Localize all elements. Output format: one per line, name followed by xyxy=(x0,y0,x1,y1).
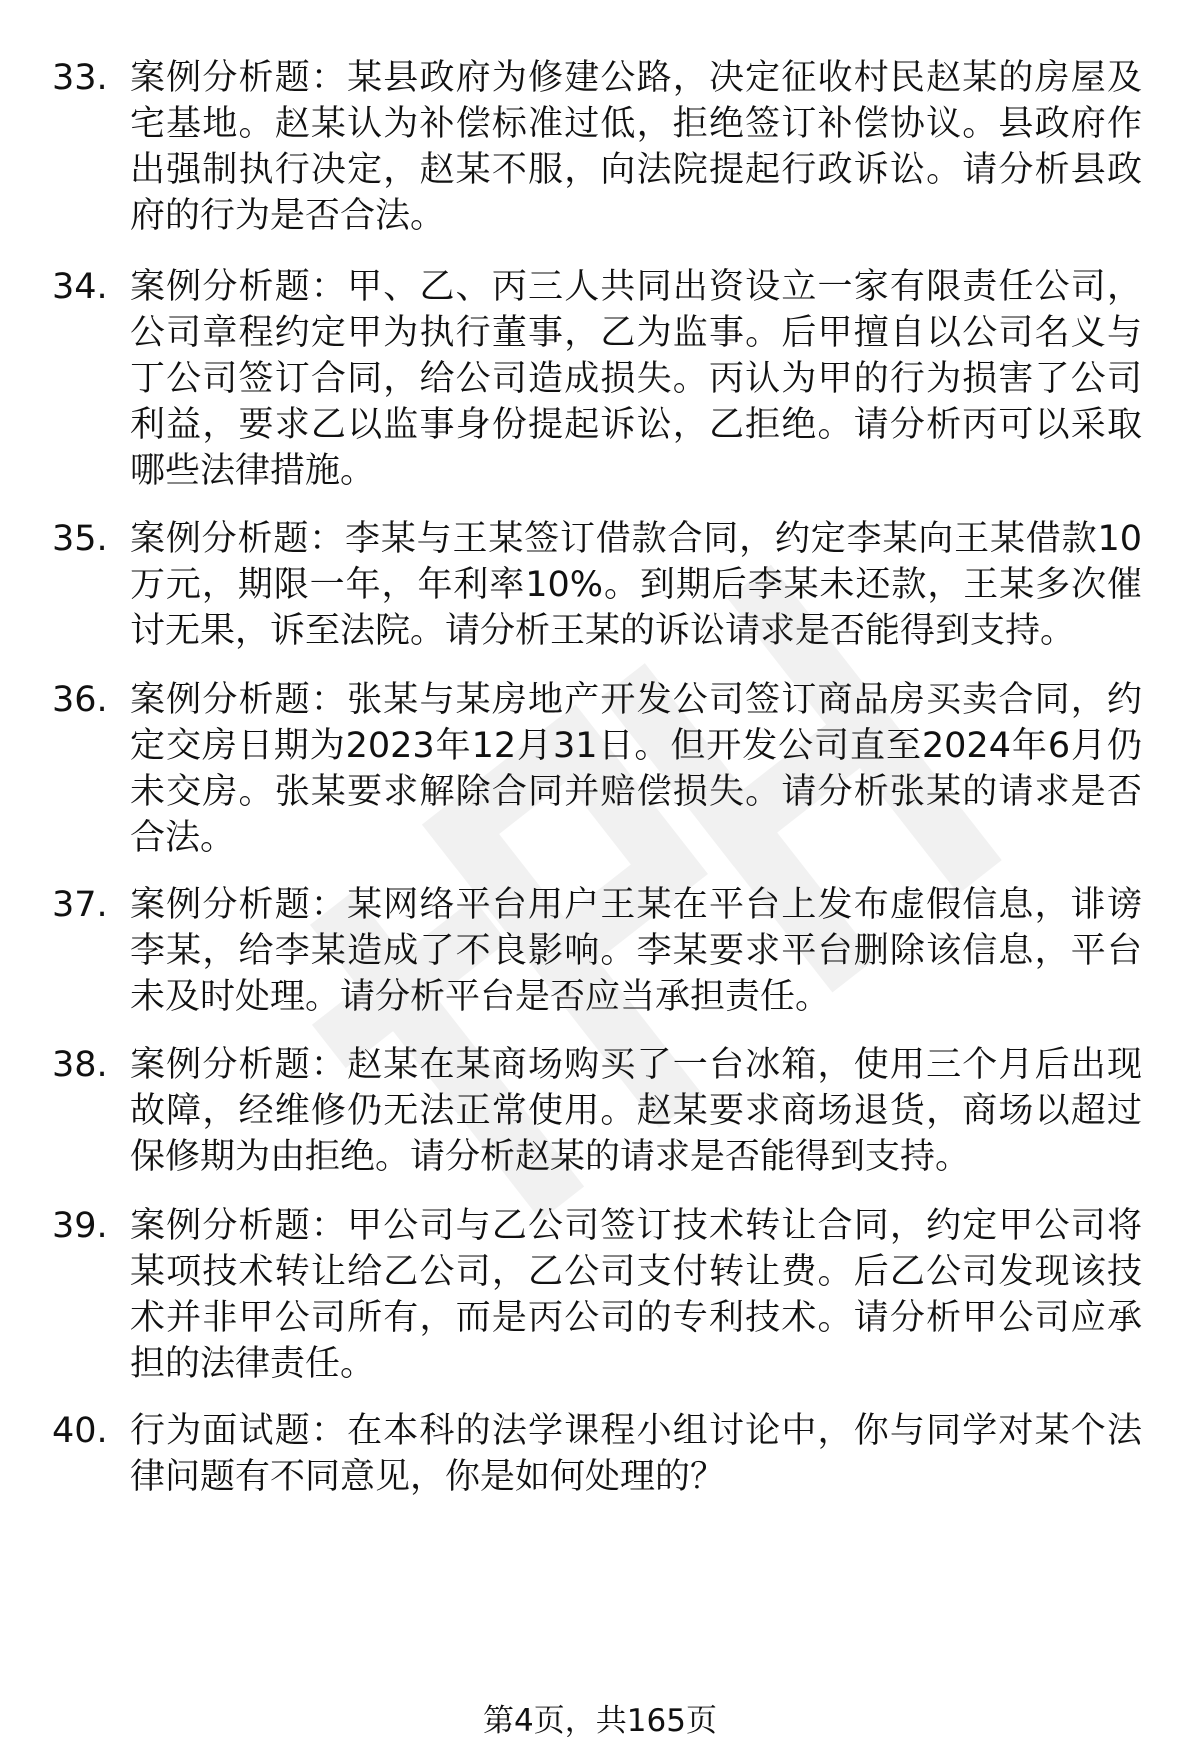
question-36 xyxy=(52,677,1142,861)
question-number: 40. xyxy=(52,1411,108,1451)
question-38 xyxy=(52,1042,1142,1180)
question-text: 案例分析题：甲、乙、丙三人共同出资设立一家有限责任公司，公司章程约定甲为执行董事，乙为监事。后甲擅自以公司名义与丁公司签订合同，给公司造成损失。丙认为甲的行为损害了公司利益，要求乙以监事身份提起诉讼，乙拒绝。请分析丙可以采取哪些法律措施。 xyxy=(130,267,1142,491)
question-34 xyxy=(52,264,1142,494)
question-text: 案例分析题：赵某在某商场购买了一台冰箱，使用三个月后出现故障，经维修仍无法正常使用。赵某要求商场退货，商场以超过保修期为由拒绝。请分析赵某的请求是否能得到支持。 xyxy=(130,1045,1142,1177)
question-text: 行为面试题：在本科的法学课程小组讨论中，你与同学对某个法律问题有不同意见，你是如何处理的？ xyxy=(130,1411,1142,1497)
question-number: 37. xyxy=(52,885,108,925)
question-number: 33. xyxy=(52,58,108,98)
question-text: 案例分析题：张某与某房地产开发公司签订商品房买卖合同，约定交房日期为2023年12月31日。但开发公司直至2024年6月仍未交房。张某要求解除合同并赔偿损失。请分析张某的请求是否合法。 xyxy=(130,680,1142,858)
question-37 xyxy=(52,882,1142,1020)
question-number: 35. xyxy=(52,519,108,559)
question-text: 案例分析题：甲公司与乙公司签订技术转让合同，约定甲公司将某项技术转让给乙公司，乙公司支付转让费。后乙公司发现该技术并非甲公司所有，而是丙公司的专利技术。请分析甲公司应承担的法律责任。 xyxy=(130,1206,1142,1384)
question-number: 36. xyxy=(52,680,108,720)
question-33 xyxy=(52,55,1142,239)
question-number: 39. xyxy=(52,1206,108,1246)
question-text: 案例分析题：李某与王某签订借款合同，约定李某向王某借款10万元，期限一年，年利率10%。到期后李某未还款，王某多次催讨无果，诉至法院。请分析王某的诉讼请求是否能得到支持。 xyxy=(130,519,1142,651)
question-40 xyxy=(52,1408,1142,1500)
page-footer: 第4页，共165页 xyxy=(483,1703,717,1739)
question-text: 案例分析题：某县政府为修建公路，决定征收村民赵某的房屋及宅基地。赵某认为补偿标准过低，拒绝签订补偿协议。县政府作出强制执行决定，赵某不服，向法院提起行政诉讼。请分析县政府的行为是否合法。 xyxy=(130,58,1142,236)
question-number: 34. xyxy=(52,267,108,307)
question-35 xyxy=(52,516,1142,654)
question-39 xyxy=(52,1203,1142,1387)
question-text: 案例分析题：某网络平台用户王某在平台上发布虚假信息，诽谤李某，给李某造成了不良影响。李某要求平台删除该信息，平台未及时处理。请分析平台是否应当承担责任。 xyxy=(130,885,1142,1017)
question-number: 38. xyxy=(52,1045,108,1085)
